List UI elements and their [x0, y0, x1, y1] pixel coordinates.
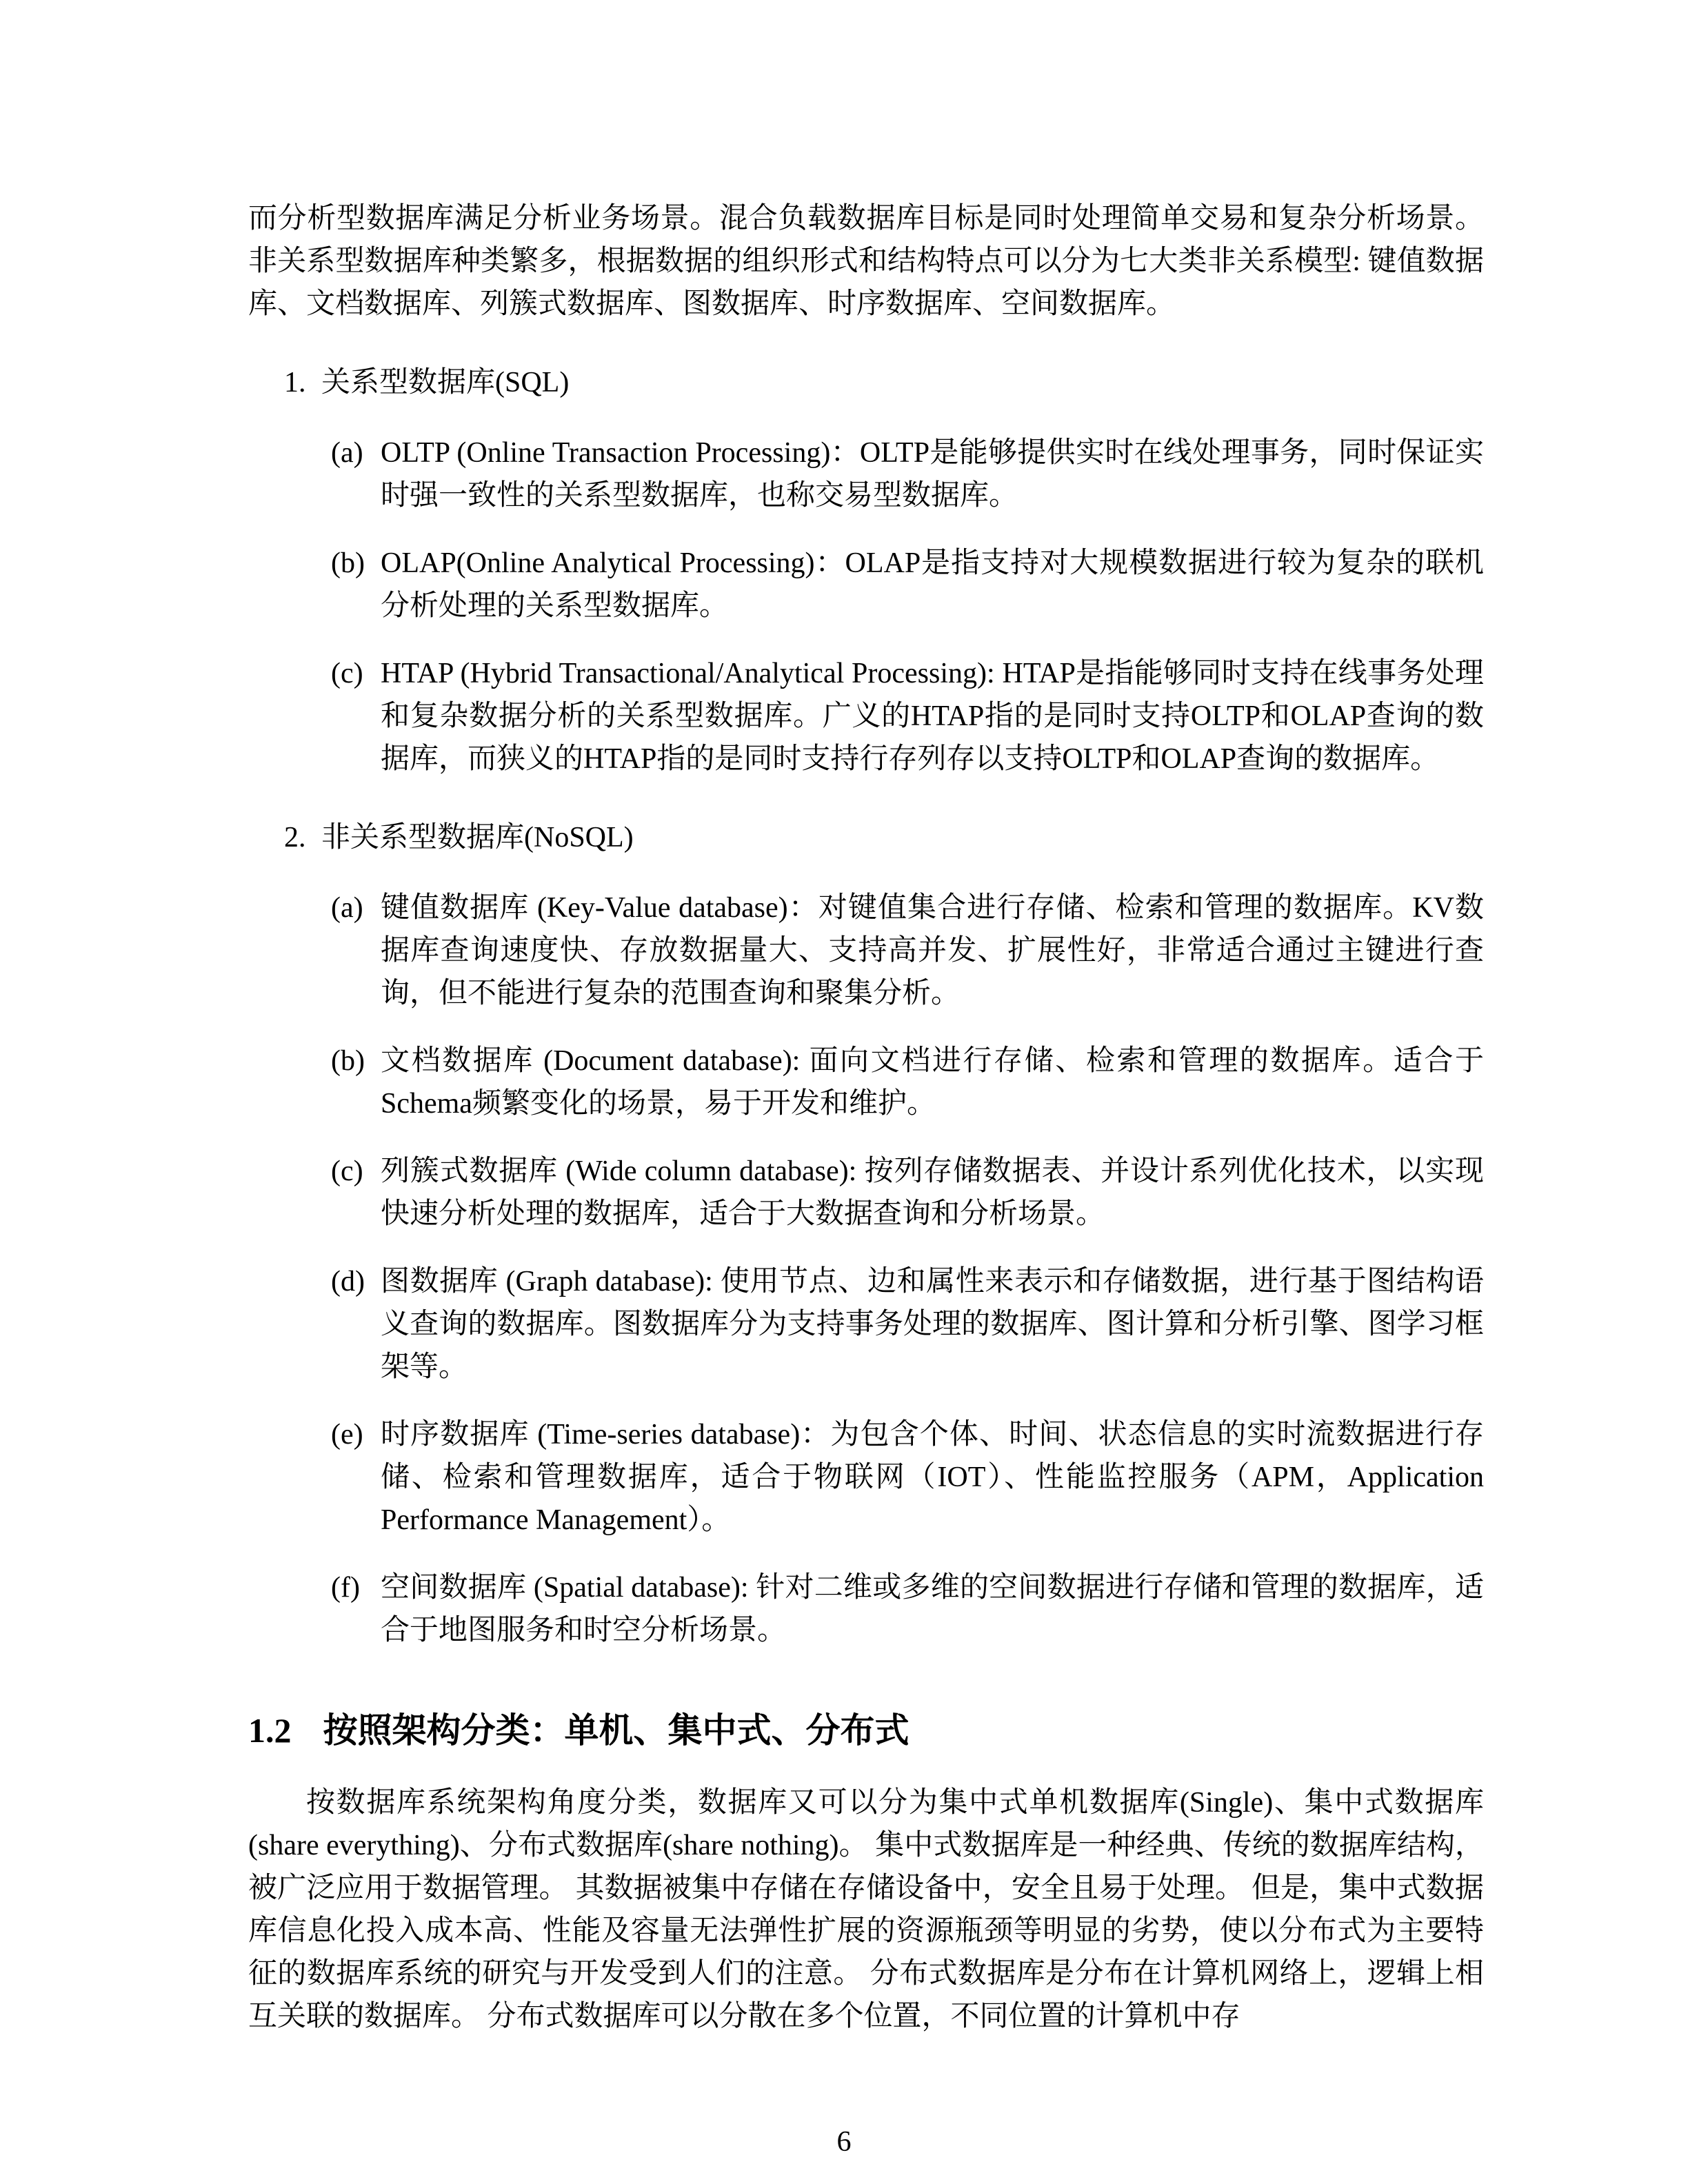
section-title: 按照架构分类：单机、集中式、分布式: [323, 1711, 910, 1750]
sublist-item-text: OLAP(Online Analytical Processing)：OLAP是指支持对大规模数据进行较为复杂的联机分析处理的关系型数据库。: [381, 547, 1484, 622]
sublist-item-label: (f): [331, 1572, 360, 1604]
sublist-item-text: 文档数据库 (Document database): 面向文档进行存储、检索和管理的数据库。适合于Schema频繁变化的场景，易于开发和维护。: [381, 1045, 1484, 1120]
section-heading: [248, 1710, 1484, 1751]
sublist-item-label: (b): [331, 547, 365, 579]
list-item-head: [248, 816, 1484, 859]
sublist-item-label: (a): [331, 437, 363, 469]
page-number: 6: [836, 2126, 852, 2158]
sublist-item-text: OLTP (Online Transaction Processing)：OLTP是能够提供实时在线处理事务，同时保证实时强一致性的关系型数据库，也称交易型数据库。: [381, 437, 1484, 512]
sublist-item-graph: [248, 1260, 1484, 1388]
list-item-number: 2.: [284, 822, 306, 853]
sublist-item-label: (b): [331, 1045, 365, 1077]
body-paragraph: 按数据库系统架构角度分类，数据库又可以分为集中式单机数据库(Single)、集中式数据库(share everything)、分布式数据库(share nothing)。 集中式数据库是一种经典、传统的数据库结构，被广泛应用于数据管理。 其数据被集中存储在存储设备中，安全且易于处理。 但是，集中式数据库信息化投入成本高、性能及容量无法弹性扩展的资源瓶颈等明显的劣势，使以分布式为主要特征的数据库系统的研究与开发受到人们的注意。 分布式数据库是分布在计算机网络上，逻辑上相互关联的数据库。 分布式数据库可以分散在多个位置，不同位置的计算机中存: [248, 1787, 1484, 2032]
list-item-nosql: [248, 816, 1484, 1652]
sublist-item-label: (c): [331, 1155, 363, 1187]
list-item-title: 非关系型数据库(NoSQL): [321, 822, 634, 853]
section-number: 1.2: [248, 1711, 292, 1750]
sublist-item-text: 列簇式数据库 (Wide column database): 按列存储数据表、并设计系列优化技术，以实现快速分析处理的数据库，适合于大数据查询和分析场景。: [381, 1155, 1484, 1230]
sublist-item-spatial: [248, 1566, 1484, 1652]
sublist-item-htap: [248, 652, 1484, 780]
list-item-relational: [248, 361, 1484, 780]
list-item-head: [248, 361, 1484, 404]
sublist-item-document: [248, 1040, 1484, 1125]
text-column: [248, 197, 1484, 2038]
sublist-item-time-series: [248, 1413, 1484, 1541]
sublist-item-text: 空间数据库 (Spatial database): 针对二维或多维的空间数据进行存储和管理的数据库，适合于地图服务和时空分析场景。: [381, 1572, 1484, 1646]
sublist-item-text: 时序数据库 (Time-series database)：为包含个体、时间、状态信息的实时流数据进行存储、检索和管理数据库，适合于物联网（IOT）、性能监控服务（APM，Application Performance Management）。: [381, 1419, 1484, 1536]
sublist-item-label: (e): [331, 1419, 363, 1450]
sublist-item-label: (d): [331, 1266, 365, 1297]
sublist-item-label: (a): [331, 892, 363, 924]
intro-paragraph: 而分析型数据库满足分析业务场景。混合负载数据库目标是同时处理简单交易和复杂分析场景。 非关系型数据库种类繁多，根据数据的组织形式和结构特点可以分为七大类非关系模型: 键值数据库、文档数据库、列簇式数据库、图数据库、时序数据库、空间数据库。: [248, 203, 1484, 320]
sublist-item-olap: [248, 542, 1484, 627]
sublist-item-text: 图数据库 (Graph database): 使用节点、边和属性来表示和存储数据，进行基于图结构语义查询的数据库。图数据库分为支持事务处理的数据库、图计算和分析引擎、图学习框架等。: [381, 1266, 1484, 1383]
list-item-title: 关系型数据库(SQL): [321, 367, 570, 398]
list-item-number: 1.: [284, 367, 306, 398]
sublist-item-text: HTAP (Hybrid Transactional/Analytical Processing): HTAP是指能够同时支持在线事务处理和复杂数据分析的关系型数据库。广义的HTAP指的是同时支持OLTP和OLAP查询的数据库，而狭义的HTAP指的是同时支持行存列存以支持OLTP和OLAP查询的数据库。: [381, 658, 1484, 775]
sublist-item-text: 键值数据库 (Key-Value database)：对键值集合进行存储、检索和管理的数据库。KV数据库查询速度快、存放数据量大、支持高并发、扩展性好，非常适合通过主键进行查询，但不能进行复杂的范围查询和聚集分析。: [381, 892, 1484, 1009]
sublist-item-wide-column: [248, 1150, 1484, 1235]
sublist-item-key-value: [248, 887, 1484, 1015]
sublist-item-label: (c): [331, 658, 363, 689]
sublist-item-oltp: [248, 432, 1484, 517]
